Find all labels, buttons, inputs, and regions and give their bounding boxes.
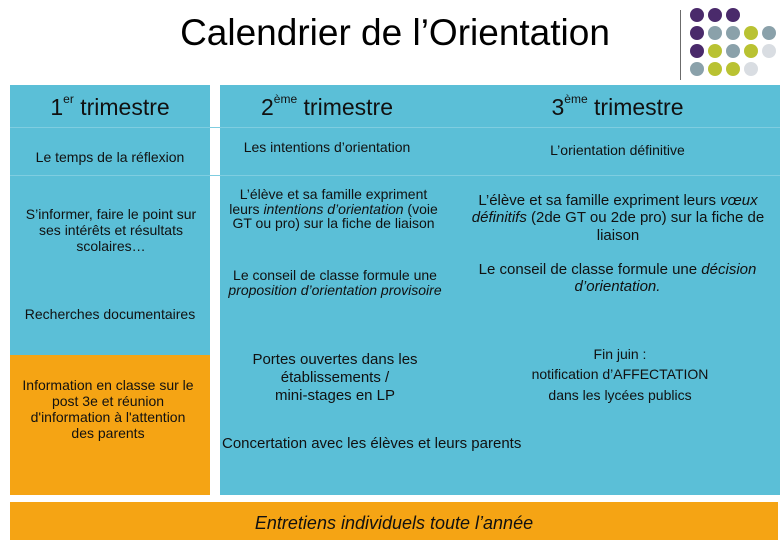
divider-line [680, 10, 681, 80]
col1-subtitle: Le temps de la réflexion [35, 149, 185, 165]
col1-header: 1er trimestre [50, 92, 170, 120]
col3-item-assignment: Fin juin : notification d’AFFECTATION dans les lycées publics [531, 346, 709, 403]
col3-header: 3ème trimestre [551, 92, 684, 120]
col1-item-research: Recherches documentaires [24, 306, 196, 322]
col2-item-open-days: Portes ouvertes dans les établissements / mini-stages en LP [252, 351, 418, 404]
col1-item-inform: S’informer, faire le point sur ses intérêts et résultats scolaires… [25, 206, 197, 255]
concertation-text: Concertation avec les élèves et leurs parents [222, 435, 522, 452]
header-separator [10, 127, 780, 128]
page-title: Calendrier de l’Orientation [180, 12, 610, 53]
col2-item-intentions: L’élève et sa famille expriment leurs intentions d’orientation (voie GT ou pro) sur la fiche de liaison [229, 186, 438, 232]
col2-header: 2ème trimestre [261, 92, 393, 120]
col2-item-proposition: Le conseil de classe formule une proposition d’orientation provisoire [228, 267, 442, 298]
footer-text: Entretiens individuels toute l’année [254, 513, 534, 533]
col3-subtitle: L’orientation définitive [550, 142, 685, 158]
col2-subtitle: Les intentions d’orientation [243, 139, 411, 155]
col1-info-text: Information en classe sur le post 3e et réunion d'information à l'attention des parents [22, 377, 194, 442]
decorative-dots [690, 8, 780, 88]
col3-item-wishes: L’élève et sa famille expriment leurs vœux définitifs (2de GT ou 2de pro) sur la fiche de liaison [471, 192, 765, 244]
subtitle-separator [10, 175, 780, 176]
col3-item-decision: Le conseil de classe formule une décision d’orientation. [478, 261, 757, 295]
